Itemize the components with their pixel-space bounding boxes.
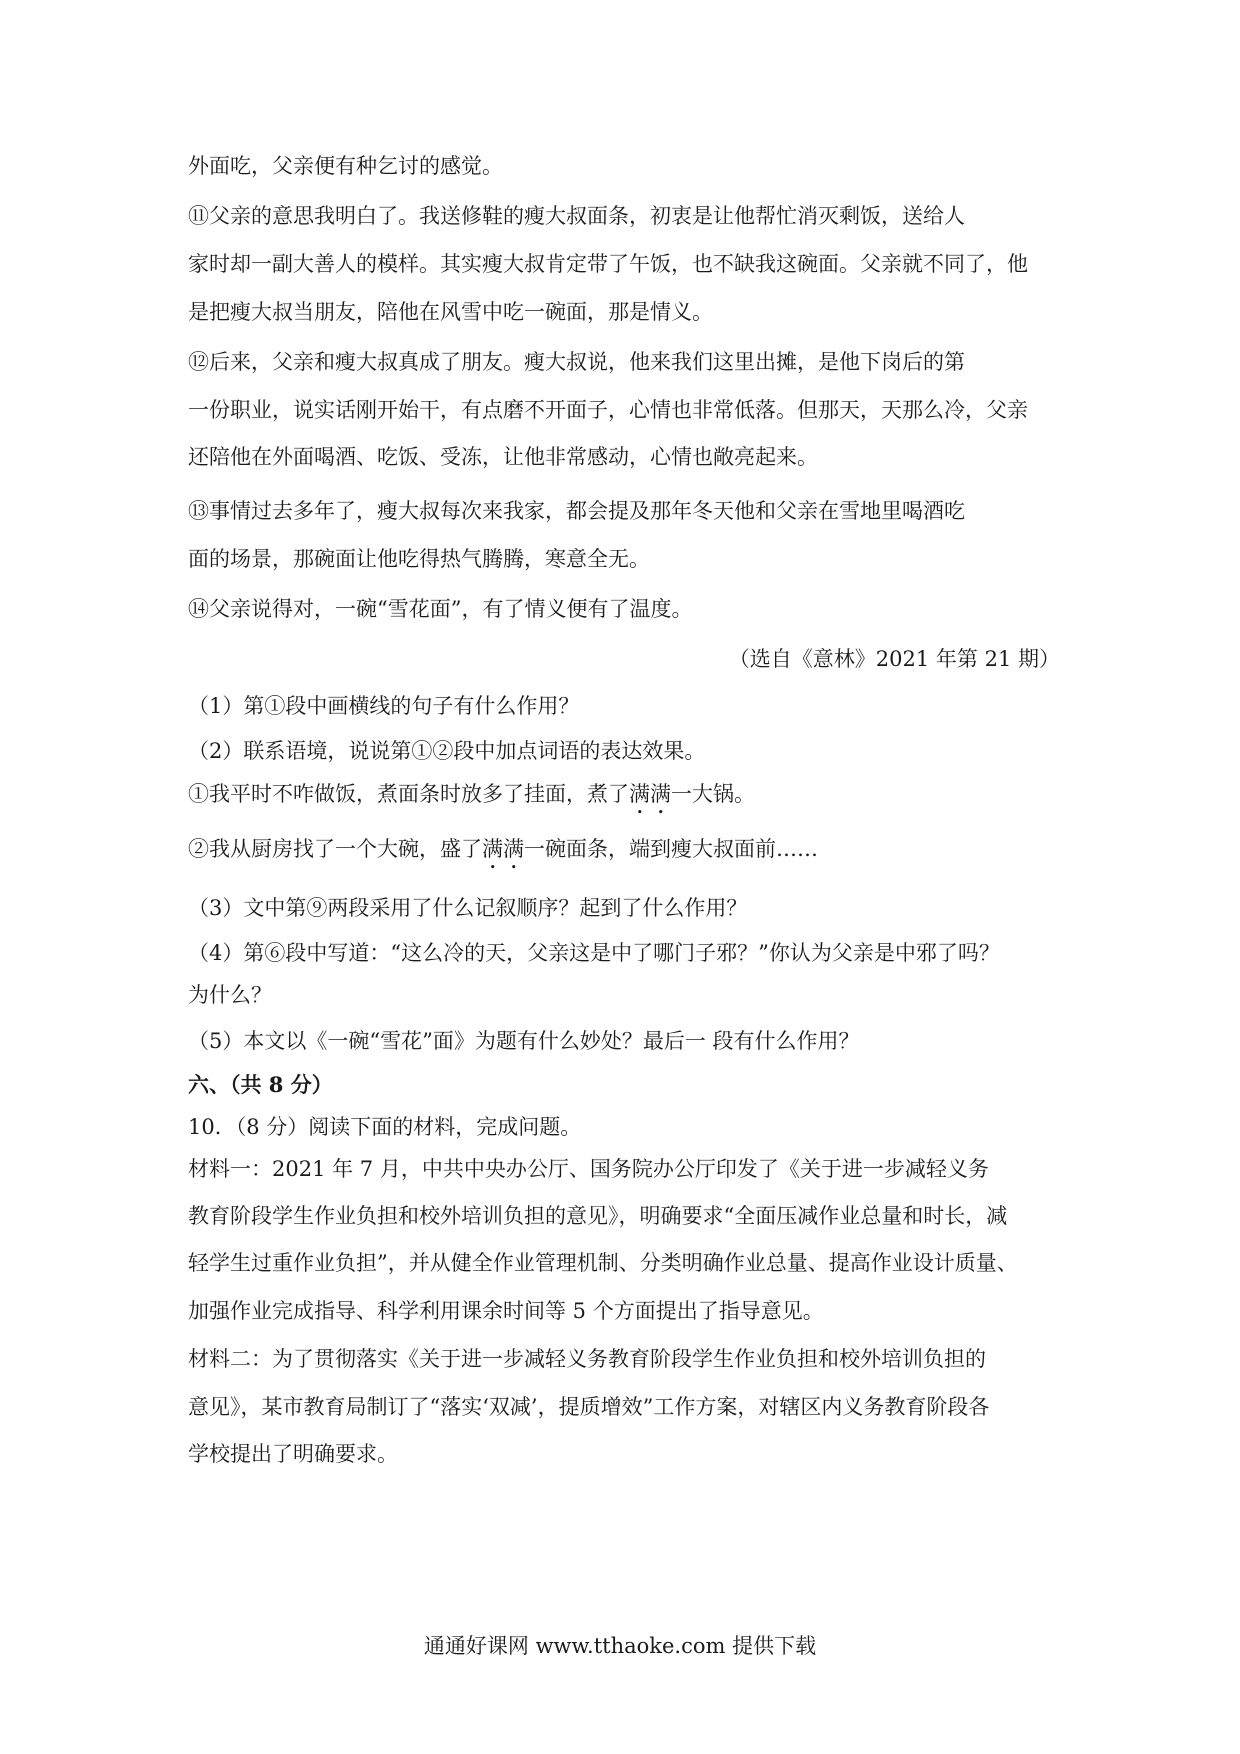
- paragraph-11: [188, 202, 1060, 326]
- paragraph-line: ⑪父亲的意思我明白了。我送修鞋的瘦大叔面条，初衷是让他帮忙消灭剩饭，送给人: [188, 204, 965, 228]
- question-2-sentence-2: [188, 835, 1060, 874]
- paragraph-14: ⑭父亲说得对，一碗“雪花面”，有了情义便有了温度。: [188, 597, 693, 621]
- question-4-line-2: 为什么？: [188, 983, 272, 1007]
- paragraph-line: 学校提出了明确要求。: [188, 1442, 398, 1466]
- paragraph-13: [188, 497, 1060, 573]
- paragraph-line: 意见》，某市教育局制订了“落实‘双减’，提质增效”工作方案，对辖区内义务教育阶段各: [188, 1395, 990, 1419]
- paragraph-line: 一份职业，说实话刚开始干，有点磨不开面子，心情也非常低落。但那天，天那么冷，父亲: [188, 398, 1028, 422]
- paragraph-line: 材料一：2021 年 7 月，中共中央办公厅、国务院办公厅印发了《关于进一步减轻义务: [188, 1157, 989, 1181]
- section-6-heading: 六、（共 8 分）: [188, 1072, 333, 1097]
- source-citation: （选自《意林》2021 年第 21 期）: [728, 647, 1060, 671]
- dotted-word: 满满: [629, 782, 671, 806]
- page-content: [188, 152, 1060, 1468]
- question-2: （2）联系语境，说说第①②段中加点词语的表达效果。: [188, 739, 706, 763]
- paragraph-line: 是把瘦大叔当朋友，陪他在风雪中吃一碗面，那是情义。: [188, 300, 713, 324]
- paragraph-10-end: 外面吃，父亲便有种乞讨的感觉。: [188, 154, 503, 178]
- question-10: 10．（8 分）阅读下面的材料，完成问题。: [188, 1115, 582, 1139]
- paragraph-line: 轻学生过重作业负担”，并从健全作业管理机制、分类明确作业总量、提高作业设计质量、: [188, 1251, 1018, 1275]
- sentence-text: ②我从厨房找了一个大碗，盛了: [188, 837, 482, 861]
- paragraph-line: 教育阶段学生作业负担和校外培训负担的意见》，明确要求“全面压减作业总量和时长，减: [188, 1204, 1008, 1228]
- page-footer: 通通好课网 www.tthaoke.com 提供下载: [423, 1634, 817, 1658]
- material-2: [188, 1345, 1060, 1468]
- sentence-text: 一大锅。: [671, 782, 755, 806]
- sentence-text: ①我平时不咋做饭，煮面条时放多了挂面，煮了: [188, 782, 629, 806]
- sentence-text: 一碗面条，端到瘦大叔面前……: [524, 837, 818, 861]
- paragraph-line: 面的场景，那碗面让他吃得热气腾腾，寒意全无。: [188, 547, 650, 571]
- question-5: （5）本文以《一碗“雪花”面》为题有什么妙处？最后一 段有什么作用？: [188, 1029, 860, 1053]
- paragraph-12: [188, 348, 1060, 471]
- paragraph-line: ⑬事情过去多年了，瘦大叔每次来我家，都会提及那年冬天他和父亲在雪地里喝酒吃: [188, 499, 965, 523]
- paragraph-line: 材料二：为了贯彻落实《关于进一步减轻义务教育阶段学生作业负担和校外培训负担的: [188, 1347, 986, 1371]
- paragraph-line: 还陪他在外面喝酒、吃饭、受冻，让他非常感动，心情也敞亮起来。: [188, 445, 818, 469]
- paragraph-line: 加强作业完成指导、科学利用课余时间等 5 个方面提出了指导意见。: [188, 1299, 824, 1323]
- question-4-line-1: （4）第⑥段中写道：“这么冷的天，父亲这是中了哪门子邪？”你认为父亲是中邪了吗？: [188, 941, 1000, 965]
- dotted-word: 满满: [482, 837, 524, 861]
- paragraph-line: 家时却一副大善人的模样。其实瘦大叔肯定带了午饭，也不缺我这碗面。父亲就不同了，他: [188, 252, 1028, 276]
- question-2-sentence-1: [188, 780, 1060, 819]
- paragraph-line: ⑫后来，父亲和瘦大叔真成了朋友。瘦大叔说，他来我们这里出摊，是他下岗后的第: [188, 350, 965, 374]
- material-1: [188, 1155, 1060, 1325]
- question-3: （3）文中第⑨两段采用了什么记叙顺序？起到了什么作用？: [188, 896, 748, 920]
- question-1: （1）第①段中画横线的句子有什么作用？: [188, 694, 580, 718]
